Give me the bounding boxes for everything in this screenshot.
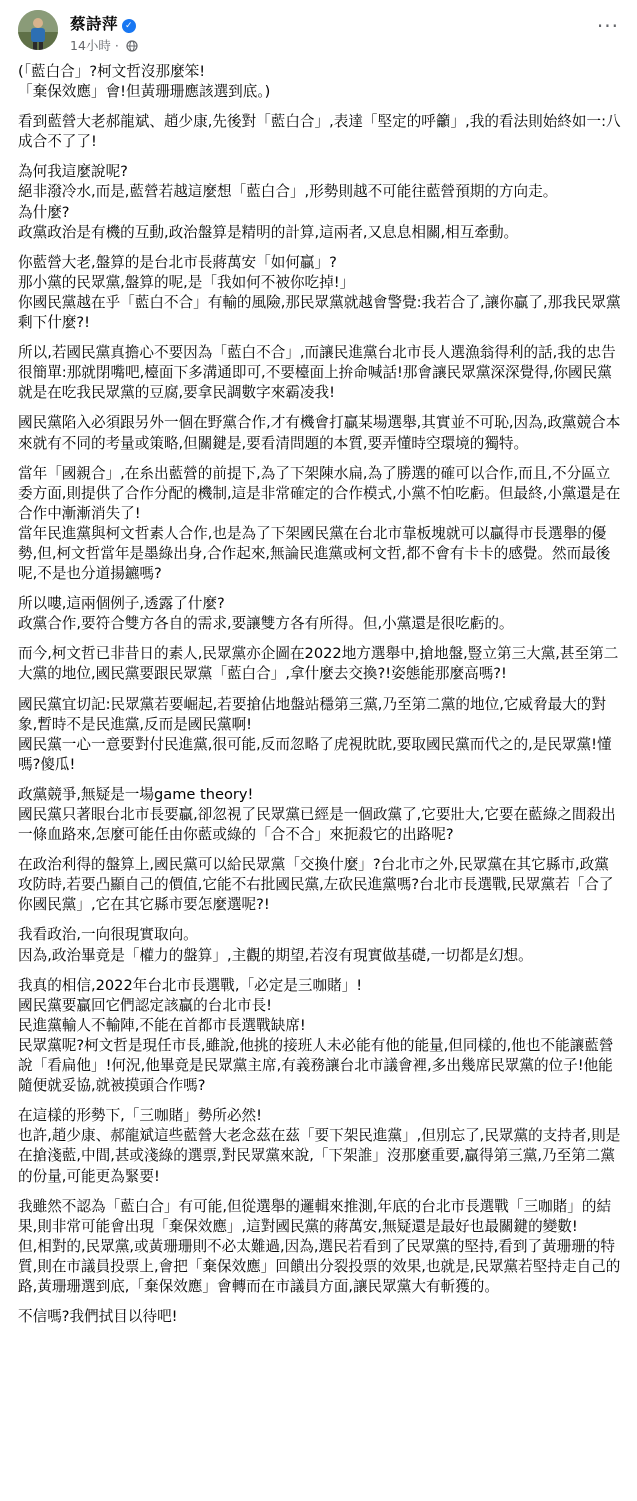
post-text-line: (「藍白合」?柯文哲沒那麼笨!: [18, 63, 206, 80]
verified-badge-icon: ✓: [122, 19, 136, 33]
post-text-line: 為什麼?: [18, 203, 70, 221]
more-options-button[interactable]: ···: [596, 14, 619, 38]
post-paragraph: [18, 343, 622, 403]
post-text-line: 民眾黨呢?柯文哲是現任市長,雖說,他挑的接班人未必能有他的能量,但同樣的,他也不能讓藍營說「看扁他」!何況,他畢竟是民眾黨主席,有義務讓台北市議會裡,多出幾席民眾黨的位子!他能隨便就妥協,就被摸頭合作嗎?: [18, 1036, 614, 1095]
post-text-line: 國民黨要贏回它們認定該贏的台北市長!: [18, 996, 272, 1014]
post-text-line: 你藍營大老,盤算的是台北市長蔣萬安「如何贏」?: [18, 253, 337, 271]
post-text-line: 那小黨的民眾黨,盤算的呢,是「我如何不被你吃掉!」: [18, 273, 355, 291]
post-text-line: 你國民黨越在乎「藍白不合」有輸的風險,那民眾黨就越會警覺:我若合了,讓你贏了,那我民眾黨剩下什麼?!: [18, 293, 621, 332]
post-paragraph: [18, 112, 622, 152]
post-paragraph: [18, 62, 622, 102]
post-text-line: 民進黨輸人不輸陣,不能在首都市長選戰缺席!: [18, 1016, 306, 1034]
post-text-line: 但,相對的,民眾黨,或黃珊珊則不必太難過,因為,選民若看到了民眾黨的堅持,看到了黃珊珊的特質,則在市議員投票上,會把「棄保效應」回饋出分裂投票的效果,也就是,民眾黨若堅持走自己的路,黃珊珊選到底,「棄保效應」會轉而在市議員方面,讓民眾黨大有斬獲的。: [18, 1237, 621, 1295]
post-paragraph: [18, 855, 622, 915]
post-text-line: 在這樣的形勢下,「三咖賭」勢所必然!: [18, 1107, 262, 1125]
post-paragraph: [18, 1197, 622, 1297]
post-header: [0, 0, 637, 62]
post-text-line: 當年民進黨與柯文哲素人合作,也是為了下架國民黨在台北市靠板塊就可以贏得市長選舉的優勢,但,柯文哲當年是墨綠出身,合作起來,無論民進黨或柯文哲,都不會有卡卡的感覺。然而最後呢,不是也分道揚鑣嗎?: [18, 524, 611, 583]
post-text-line: 國民黨宜切記:民眾黨若要崛起,若要搶佔地盤站穩第三黨,乃至第二黨的地位,它威脅最大的對象,暫時不是民進黨,反而是國民黨啊!: [18, 695, 606, 733]
post-paragraph: [18, 695, 622, 775]
post-text-line: 而今,柯文哲已非昔日的素人,民眾黨亦企圖在2022地方選舉中,搶地盤,豎立第三大黨,甚至第二大黨的地位,國民黨要跟民眾黨「藍白合」,拿什麼去交換?!姿態能那麼高嗎?!: [18, 645, 619, 683]
avatar[interactable]: [18, 10, 58, 50]
post-text-line: 國民黨一心一意要對付民進黨,很可能,反而忽略了虎視眈眈,要取國民黨而代之的,是民眾黨!懂嗎?傻瓜!: [18, 735, 612, 773]
post-text-line: 為何我這麼說呢?: [18, 163, 128, 181]
post-text-line: 看到藍營大老郝龍斌、趙少康,先後對「藍白合」,表達「堅定的呼籲」,我的看法則始終如一:八成合不了了!: [18, 113, 621, 151]
author-name[interactable]: [70, 12, 136, 34]
post-text-line: 絕非潑冷水,而是,藍營若越這麼想「藍白合」,形勢則越不可能往藍營預期的方向走。: [18, 183, 558, 201]
post-paragraph: [18, 1106, 622, 1186]
separator-dot: ·: [114, 38, 119, 53]
author-name-text[interactable]: 蔡詩萍: [70, 15, 119, 33]
post-paragraph: [18, 594, 622, 634]
post-paragraph: [18, 785, 622, 845]
post-text-line: 也許,趙少康、郝龍斌這些藍營大老念茲在茲「要下架民進黨」,但別忘了,民眾黨的支持者,則是在搶淺藍,中間,甚或淺綠的選票,對民眾黨來說,「下架誰」沒那麼重要,贏得第三黨,乃至第二黨的份量,可能更為緊要!: [18, 1127, 621, 1185]
post-paragraph: [18, 1307, 622, 1327]
post-text-line: 所以嘍,這兩個例子,透露了什麼?: [18, 595, 225, 613]
avatar-photo: [18, 10, 58, 50]
post-paragraph: [18, 464, 622, 585]
post-paragraph: [18, 644, 622, 684]
post-text-line: 「棄保效應」會!但黃珊珊應該選到底。): [18, 83, 271, 101]
post-text-line: 我雖然不認為「藍白合」有可能,但從選舉的邏輯來推測,年底的台北市長選戰「三咖賭」的結果,則非常可能會出現「棄保效應」,這對國民黨的蔣萬安,無疑還是最好也最關鍵的變數!: [18, 1197, 612, 1235]
post-text-line: 政黨競爭,無疑是一場game theory!: [18, 785, 254, 803]
post-text-line: 在政治利得的盤算上,國民黨可以給民眾黨「交換什麼」?台北市之外,民眾黨在其它縣市,政黨攻防時,若要凸顯自己的價值,它能不右批國民黨,左砍民進黨嗎?台北市長選戰,民眾黨若「合了你國民黨」,它在其它縣市要怎麼選呢?!: [18, 856, 614, 914]
globe-icon[interactable]: [126, 40, 138, 55]
post-paragraph: [18, 976, 622, 1097]
post-timestamp[interactable]: 14小時: [70, 38, 111, 53]
post-text-line: 因為,政治畢竟是「權力的盤算」,主觀的期望,若沒有現實做基礎,一切都是幻想。: [18, 946, 533, 964]
post-text-line: 國民黨陷入必須跟另外一個在野黨合作,才有機會打贏某場選舉,其實並不可恥,因為,政黨競合本來就有不同的考量或策略,但關鍵是,要看清問題的本質,要弄懂時空環境的獨特。: [18, 414, 621, 452]
post-text-line: 當年「國親合」,在糸出藍營的前提下,為了下架陳水扁,為了勝選的確可以合作,而且,不分區立委方面,則提供了合作分配的機制,這是非常確定的合作模式,小黨不怕吃虧。但最終,小黨還是在合作中漸漸消失了!: [18, 464, 621, 522]
post-paragraph: [18, 162, 622, 242]
post-text-line: 政黨政治是有機的互動,政治盤算是精明的計算,這兩者,又息息相關,相互牽動。: [18, 223, 519, 241]
post-body: [18, 62, 622, 1327]
post-text-line: 國民黨只著眼台北市長要贏,卻忽視了民眾黨已經是一個政黨了,它要壯大,它要在藍綠之間殺出一條血路來,怎麼可能任由你藍或綠的「合不合」來扼殺它的出路呢?: [18, 806, 616, 844]
post-meta: [70, 36, 138, 55]
post-paragraph: [18, 413, 622, 453]
post-text-line: 政黨合作,要符合雙方各自的需求,要讓雙方各有所得。但,小黨還是很吃虧的。: [18, 615, 514, 633]
post-text-line: 我真的相信,2022年台北市長選戰,「必定是三咖賭」!: [18, 976, 363, 994]
post-text-line: 不信嗎?我們拭目以待吧!: [18, 1308, 178, 1326]
post-text-line: 我看政治,一向很現實取向。: [18, 926, 198, 944]
post-text-line: 所以,若國民黨真擔心不要因為「藍白不合」,而讓民進黨台北市長人選漁翁得利的話,我的忠告很簡單:那就閉嘴吧,檯面下多溝通即可,不要檯面上拚命喊話!那會讓民眾黨深深覺得,你國民黨就是在吃我民眾黨的豆腐,要拿民調數字來霸凌我!: [18, 344, 616, 402]
post-paragraph: [18, 253, 622, 333]
post-paragraph: [18, 925, 622, 965]
